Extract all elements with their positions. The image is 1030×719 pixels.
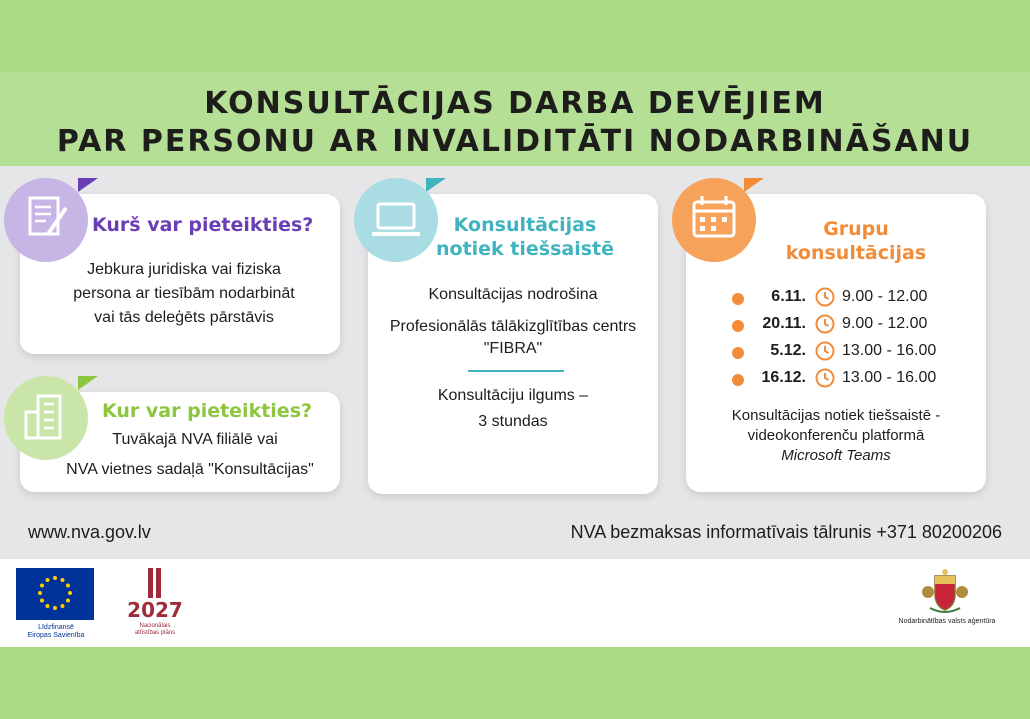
card-online-divider (468, 370, 564, 372)
plan-logo-bar-2 (156, 568, 161, 598)
coat-of-arms-logo (920, 568, 970, 614)
title-band (0, 72, 1030, 166)
website-link[interactable]: www.nva.gov.lv (28, 522, 151, 542)
session-time: 9.00 - 12.00 (842, 288, 928, 305)
clock-icon (814, 286, 836, 308)
session-row (722, 313, 982, 339)
session-row (722, 367, 982, 393)
eu-flag-logo (16, 568, 94, 620)
card-group-note-1: Konsultācijas notiek tiešsaistē - (731, 407, 941, 424)
session-time: 13.00 - 16.00 (842, 369, 937, 386)
card-group-heading-1: Grupu (823, 218, 889, 240)
agency-caption: Nodarbinātības valsts aģentūra (898, 618, 996, 625)
card-group-note-2: videokonferenču platformā (747, 427, 925, 444)
session-time: 13.00 - 16.00 (842, 342, 937, 359)
card-who-line-1: Jebkura juridiska vai fiziska (87, 261, 281, 278)
card-who-line-3: vai tās deleģēts pārstāvis (94, 309, 274, 326)
bullet-dot (732, 347, 744, 359)
clock-icon (814, 340, 836, 362)
session-date: 6.11. (771, 288, 806, 305)
card-online-heading-1: Konsultācijas (453, 214, 597, 236)
session-row (722, 340, 982, 366)
bullet-dot (732, 320, 744, 332)
card-online-provider-2: "FIBRA" (483, 340, 543, 357)
clock-icon (814, 367, 836, 389)
title-line-2: PAR PERSONU AR INVALIDITĀTI NODARBINĀŠANU (56, 124, 974, 159)
bullet-dot (732, 374, 744, 386)
card-where-heading: Kur var pieteikties? (102, 400, 313, 422)
card-group-heading-2: konsultācijas (785, 242, 927, 264)
plan-caption (122, 623, 188, 637)
card-group-note-3: Microsoft Teams (781, 447, 891, 464)
hotline-text: NVA bezmaksas informatīvais tālrunis +371 80200206 (570, 522, 1002, 542)
clock-icon (814, 313, 836, 335)
session-row (722, 286, 982, 312)
plan-logo-year: 2027 (127, 598, 183, 622)
session-date: 5.12. (770, 342, 806, 359)
plan-caption-line-1: Nacionālais (139, 623, 171, 629)
session-time: 9.00 - 12.00 (842, 315, 928, 332)
document-pen-icon (4, 178, 88, 262)
eu-caption-line-2: Eiropas Savienība (27, 632, 85, 639)
card-who-line-2: persona ar tiesībām nodarbināt (73, 285, 295, 302)
laptop-icon (354, 178, 438, 262)
card-online-duration-2: 3 stundas (478, 413, 548, 430)
card-where-line-2: NVA vietnes sadaļā "Konsultācijas" (66, 461, 314, 478)
calendar-icon (672, 178, 756, 262)
plan-caption-line-2: attīstības plāns (134, 630, 176, 636)
session-date: 16.12. (761, 369, 806, 386)
card-online-duration-1: Konsultāciju ilgums – (437, 387, 589, 404)
card-online-provider-1: Profesionālās tālākizglītības centrs (389, 318, 637, 335)
bullet-dot (732, 293, 744, 305)
card-who-heading: Kurš var pieteikties? (92, 214, 314, 236)
card-online-heading-2: notiek tiešsaistē (435, 238, 615, 260)
top-green-band (0, 0, 1030, 72)
plan-logo-bar-1 (148, 568, 153, 598)
bottom-green-band (0, 647, 1030, 719)
card-online-provided-by: Konsultācijas nodrošina (428, 286, 598, 303)
session-date: 20.11. (762, 315, 806, 332)
title-line-1: KONSULTĀCIJAS DARBA DEVĒJIEM (204, 86, 826, 121)
eu-caption-line-1: Līdzfinansē (38, 624, 74, 631)
card-where-line-1: Tuvākajā NVA filiālē vai (112, 431, 278, 448)
eu-caption (14, 624, 98, 640)
